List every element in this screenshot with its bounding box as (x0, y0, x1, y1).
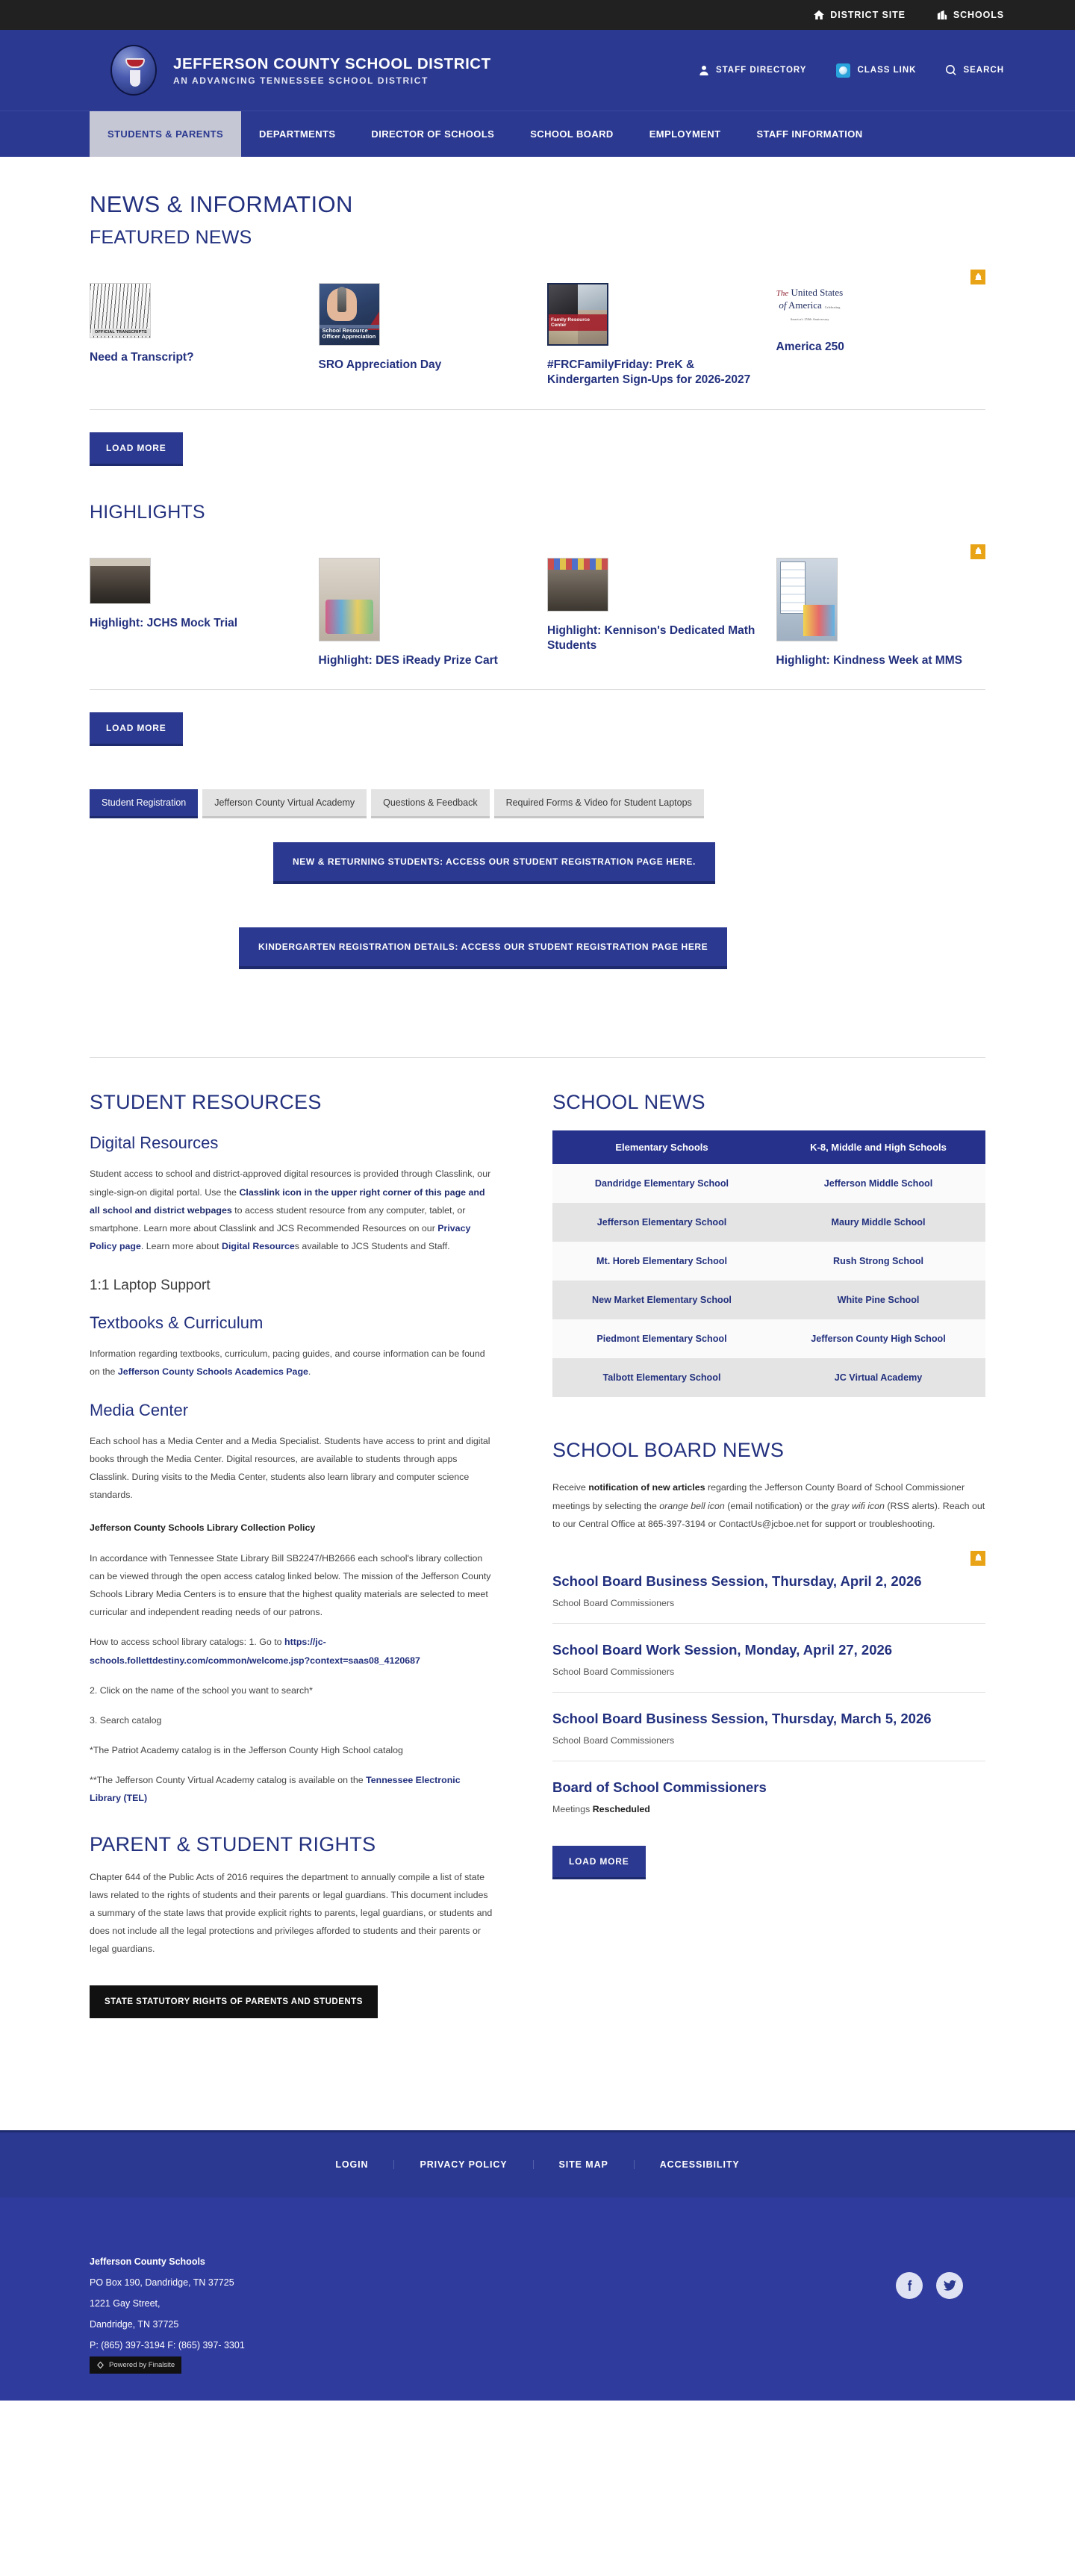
school-board-item-title[interactable]: School Board Business Session, Thursday, April 2, 2026 (552, 1572, 922, 1589)
school-link[interactable]: Jefferson Middle School (771, 1164, 985, 1203)
sb-intro-3: (email notification) or the (724, 1500, 832, 1511)
news-card-title[interactable]: Need a Transcript? (90, 351, 194, 364)
kindness-week-library-photo (776, 558, 838, 641)
person-icon (699, 65, 709, 75)
bell-notification-icon[interactable] (970, 544, 985, 559)
digital-resources-heading: Digital Resources (90, 1133, 219, 1153)
footnote-2-text: **The Jefferson County Virtual Academy catalog is available on the (90, 1775, 367, 1786)
family-resource-center-image: Family Resource Center (547, 283, 608, 346)
twitter-link[interactable] (936, 2272, 963, 2299)
laptop-support-heading: 1:1 Laptop Support (90, 1278, 211, 1294)
sb-intro-4: (RSS alerts). Reach out to our Central Office at 865-397-3194 or ContactUs@jcboe.net for support or troubleshooting. (552, 1500, 985, 1529)
news-card[interactable] (547, 267, 757, 400)
highlight-card-title[interactable]: Highlight: Kennison's Dedicated Math Students (547, 623, 755, 653)
highlights-load-more-button[interactable]: LOAD MORE (90, 712, 183, 746)
school-board-item[interactable] (552, 1761, 985, 1829)
dr-text-4: s available to JCS Students and Staff. (294, 1241, 450, 1252)
catalog-step-3: 3. Search catalog (90, 1714, 162, 1726)
footer-accessibility-link[interactable]: ACCESSIBILITY (659, 2159, 740, 2170)
highlights-grid (90, 541, 985, 690)
news-card[interactable] (90, 267, 299, 400)
footer-address-line: PO Box 190, Dandridge, TN 37725 (90, 2277, 234, 2288)
school-news-table (552, 1130, 985, 1397)
dr-text-3: . Learn more about (140, 1241, 222, 1252)
dr-text-1: Student access to school and district-approved digital resources is provided through Classlink, our single-sign-on digital portal. Use the (90, 1169, 491, 1198)
news-card[interactable] (776, 267, 986, 400)
nav-staff-information[interactable]: STAFF INFORMATION (756, 128, 863, 140)
footer-login-link[interactable]: LOGIN (310, 2160, 394, 2170)
highlight-card[interactable] (319, 541, 529, 680)
catalog-footnote-1: *The Patriot Academy catalog is in the Jefferson County High School catalog (90, 1745, 403, 1756)
digital-resources-body (90, 1165, 493, 1255)
school-link[interactable]: Talbott Elementary School (552, 1358, 771, 1397)
nav-departments[interactable]: DEPARTMENTS (259, 128, 336, 140)
meta-bold: Rescheduled (592, 1803, 650, 1814)
social-links (896, 2272, 963, 2299)
registration-tabs (90, 789, 985, 818)
footer-navigation (0, 2130, 1075, 2197)
united-states-of-america-250-logo: The United States of America Celebrating America's 250th Anniversary (776, 283, 844, 328)
privacy-policy-link[interactable]: Privacy Policy page (90, 1222, 471, 1252)
facebook-link[interactable] (896, 2272, 923, 2299)
sb-intro-bold: notification of new articles (588, 1482, 705, 1493)
bell-notification-icon[interactable] (970, 1551, 985, 1566)
twitter-icon (944, 2279, 956, 2292)
school-board-intro (552, 1478, 985, 1533)
school-resource-officer-appreciation-image: School Resource Officer Appreciation (319, 283, 380, 346)
tennessee-electronic-library-link[interactable]: Tennessee Electronic Library (TEL) (90, 1775, 461, 1804)
nav-school-board[interactable]: SCHOOL BOARD (530, 128, 614, 140)
search-label: SEARCH (963, 66, 1004, 75)
school-link[interactable]: Piedmont Elementary School (552, 1319, 771, 1358)
home-icon (814, 10, 824, 20)
news-load-more-button[interactable]: LOAD MORE (90, 432, 183, 466)
media-center-heading: Media Center (90, 1400, 189, 1419)
catalog-step-2: 2. Click on the name of the school you want to search* (90, 1684, 313, 1696)
schools-link[interactable] (937, 10, 1004, 20)
sb-intro-italic-2: gray wifi icon (831, 1500, 885, 1511)
registration-cta-group (90, 842, 985, 969)
news-card[interactable] (319, 267, 529, 400)
school-link[interactable]: White Pine School (771, 1281, 985, 1319)
tab-questions-feedback[interactable]: Questions & Feedback (371, 789, 489, 818)
footer-phone-line: P: (865) 397-3194 F: (865) 397- 3301 (90, 2340, 245, 2351)
highlight-card[interactable] (90, 541, 299, 680)
school-link[interactable]: Jefferson County High School (771, 1319, 985, 1358)
student-resources-title: STUDENT RESOURCES (90, 1091, 322, 1114)
school-board-item-meta: School Board Commissioners (552, 1735, 675, 1746)
school-board-item-meta: School Board Commissioners (552, 1597, 675, 1608)
footer-org-name: Jefferson County Schools (90, 2256, 205, 2267)
tab-required-forms[interactable]: Required Forms & Video for Student Laptops (494, 789, 704, 818)
highlights-title: HIGHLIGHTS (90, 501, 205, 523)
library-policy-body: In accordance with Tennessee State Library Bill SB2247/HB2666 each school's library collection can be viewed through the open access catalog linked below. The mission of the Jefferson County Schools Library Media Centers is to ensure that the highest quality materials are selected to meet curricular and independent reading needs of our patrons. (90, 1552, 491, 1618)
class-link-link[interactable] (836, 63, 916, 78)
math-classroom-photo (547, 558, 608, 612)
tab-virtual-academy[interactable]: Jefferson County Virtual Academy (202, 789, 367, 818)
highlight-card[interactable] (547, 541, 757, 680)
table-row (552, 1164, 985, 1203)
school-board-item-title[interactable]: School Board Work Session, Monday, April 27, 2026 (552, 1641, 893, 1658)
sb-intro-2: regarding the Jefferson County Board of School Commissioner meetings by selecting the (552, 1482, 965, 1511)
school-building-icon (937, 10, 947, 20)
school-link[interactable]: Jefferson Elementary School (552, 1203, 771, 1242)
library-policy-heading: Jefferson County Schools Library Collection Policy (90, 1522, 316, 1534)
school-link[interactable]: JC Virtual Academy (771, 1358, 985, 1397)
state-statutory-rights-button[interactable]: STATE STATUTORY RIGHTS OF PARENTS AND STUDENTS (90, 1985, 378, 2018)
footer-privacy-policy-link[interactable]: PRIVACY POLICY (394, 2160, 533, 2170)
school-board-item-title[interactable]: Board of School Commissioners (552, 1779, 767, 1795)
featured-news-grid (90, 267, 985, 410)
usa-logo-tagline: Celebrating America's 250th Anniversary (790, 305, 841, 322)
meta-text: Meetings (552, 1803, 593, 1814)
dr-bold-1: Classlink icon in the upper right corner of this page and all school and district webpages (90, 1186, 485, 1216)
footer-address-line: Dandridge, TN 37725 (90, 2318, 179, 2330)
catalog-footnote-2 (90, 1771, 493, 1807)
news-columns (552, 1091, 985, 2017)
powered-by-finalsite-badge[interactable] (90, 2356, 181, 2374)
school-board-item[interactable] (552, 1624, 985, 1693)
column-header-middle-high: K-8, Middle and High Schools (771, 1130, 985, 1164)
kindergarten-registration-button[interactable]: KINDERGARTEN REGISTRATION DETAILS: ACCESS OUR STUDENT REGISTRATION PAGE HERE (239, 927, 727, 969)
footer-address-line: 1221 Gay Street, (90, 2297, 161, 2309)
textbooks-heading: Textbooks & Curriculum (90, 1313, 264, 1333)
powered-by-label: Powered by Finalsite (109, 2361, 175, 2370)
highlight-card[interactable] (776, 541, 986, 680)
school-news-title: SCHOOL NEWS (552, 1091, 705, 1114)
column-header-elementary: Elementary Schools (552, 1130, 771, 1164)
staff-directory-label: STAFF DIRECTORY (715, 66, 807, 75)
catalog-step-1 (90, 1633, 493, 1669)
school-link[interactable]: Dandridge Elementary School (552, 1164, 771, 1203)
table-row (552, 1319, 985, 1358)
content-divider (90, 1057, 985, 1058)
search-icon (946, 65, 956, 75)
table-row (552, 1242, 985, 1281)
table-header-row (552, 1130, 985, 1164)
school-board-item-title[interactable]: School Board Business Session, Thursday, March 5, 2026 (552, 1710, 932, 1726)
classlink-icon (836, 63, 850, 78)
news-card-title[interactable]: America 250 (776, 340, 844, 353)
staff-directory-link[interactable] (699, 65, 806, 75)
site-title: JEFFERSON COUNTY SCHOOL DISTRICT (173, 55, 491, 72)
news-card-title[interactable]: #FRCFamilyFriday: PreK & Kindergarten Sign-Ups for 2026-2027 (547, 358, 751, 387)
district-seal-icon (110, 45, 157, 96)
parent-rights-body: Chapter 644 of the Public Acts of 2016 requires the department to annually compile a list of state laws related to the rights of students and their parents or legal guardians. This document includes a summary of the state laws that provide explicit rights to parents, legal guardians, or students and does not include all the legal protections and privileges afforded to students and their parents or legal guardians. (90, 1871, 493, 1955)
school-board-item-meta: School Board Commissioners (552, 1666, 675, 1677)
school-board-news-title: SCHOOL BOARD NEWS (552, 1439, 785, 1462)
digital-resources-link[interactable]: Digital Resource (222, 1241, 295, 1252)
finalsite-logo-icon (96, 2361, 105, 2369)
school-board-item[interactable] (552, 1555, 985, 1624)
school-link[interactable]: Mt. Horeb Elementary School (552, 1242, 771, 1281)
sb-intro-1: Receive (552, 1482, 589, 1493)
dr-text-2: to access student resource from any computer, tablet, or smartphone. Learn more about Classlink and JCS Recommended Resources on our (90, 1204, 466, 1233)
nav-students-parents[interactable]: STUDENTS & PARENTS (90, 111, 241, 157)
school-link[interactable]: Rush Strong School (771, 1242, 985, 1281)
school-link[interactable]: Maury Middle School (771, 1203, 985, 1242)
district-site-label: DISTRICT SITE (830, 10, 906, 20)
school-board-item-meta (552, 1804, 985, 1814)
academics-page-link[interactable]: Jefferson County Schools Academics Page (117, 1366, 308, 1378)
news-card-title[interactable]: SRO Appreciation Day (318, 358, 442, 371)
official-transcripts-image (90, 283, 151, 338)
footer-address (90, 2251, 985, 2356)
footer-site-map-link[interactable]: SITE MAP (534, 2160, 635, 2170)
catalog-step-1-text: How to access school library catalogs: 1. Go to (90, 1637, 285, 1648)
featured-news-title: FEATURED NEWS (90, 227, 252, 248)
textbooks-body (90, 1345, 493, 1381)
site-header (0, 30, 1075, 111)
school-board-item[interactable] (552, 1693, 985, 1761)
table-row (552, 1203, 985, 1242)
school-link[interactable]: New Market Elementary School (552, 1281, 771, 1319)
tab-student-registration[interactable]: Student Registration (90, 789, 198, 818)
facebook-icon (903, 2279, 916, 2292)
header-tools (699, 63, 1004, 78)
media-center-body: Each school has a Media Center and a Media Specialist. Students have access to print and digital books through the Media Center. Digital resources, are available to students through apps Classlink. During visits to the Media Center, students also learn library and computer science standards. (90, 1435, 490, 1501)
district-site-link[interactable] (814, 10, 906, 20)
main-navigation (0, 111, 1075, 157)
search-toggle[interactable] (946, 65, 1004, 75)
sb-intro-italic-1: orange bell icon (659, 1500, 725, 1511)
class-link-label: CLASS LINK (857, 66, 917, 75)
table-row (552, 1358, 985, 1397)
schools-label: SCHOOLS (953, 10, 1004, 20)
table-row (552, 1281, 985, 1319)
tb-text-2: . (308, 1366, 311, 1378)
tb-text-1: Information regarding textbooks, curriculum, pacing guides, and course information can be found on the (90, 1348, 485, 1378)
parent-rights-title: PARENT & STUDENT RIGHTS (90, 1832, 376, 1855)
site-subtitle: AN ADVANCING TENNESSEE SCHOOL DISTRICT (173, 75, 429, 86)
school-board-load-more-button[interactable]: LOAD MORE (552, 1846, 646, 1879)
bell-notification-icon[interactable] (970, 270, 985, 284)
footer-main (0, 2197, 1075, 2401)
utility-bar (0, 0, 1075, 30)
highlight-card-title[interactable]: Highlight: Kindness Week at MMS (776, 653, 962, 667)
nav-director-of-schools[interactable]: DIRECTOR OF SCHOOLS (371, 128, 495, 140)
highlight-card-title[interactable]: Highlight: JCHS Mock Trial (90, 616, 238, 629)
iready-prize-cart-photo (319, 558, 380, 641)
news-section-title: NEWS & INFORMATION (90, 191, 353, 217)
follett-destiny-catalog-link[interactable]: https://jc-schools.follettdestiny.com/common/welcome.jsp?context=saas08_4120687 (90, 1637, 420, 1666)
site-logo-link[interactable] (110, 45, 491, 96)
new-returning-students-button[interactable]: NEW & RETURNING STUDENTS: ACCESS OUR STUDENT REGISTRATION PAGE HERE. (273, 842, 715, 884)
student-resources-column (90, 1091, 493, 2017)
nav-employment[interactable]: EMPLOYMENT (649, 128, 721, 140)
mock-trial-group-photo (90, 558, 151, 604)
highlight-card-title[interactable]: Highlight: DES iReady Prize Cart (318, 653, 498, 667)
